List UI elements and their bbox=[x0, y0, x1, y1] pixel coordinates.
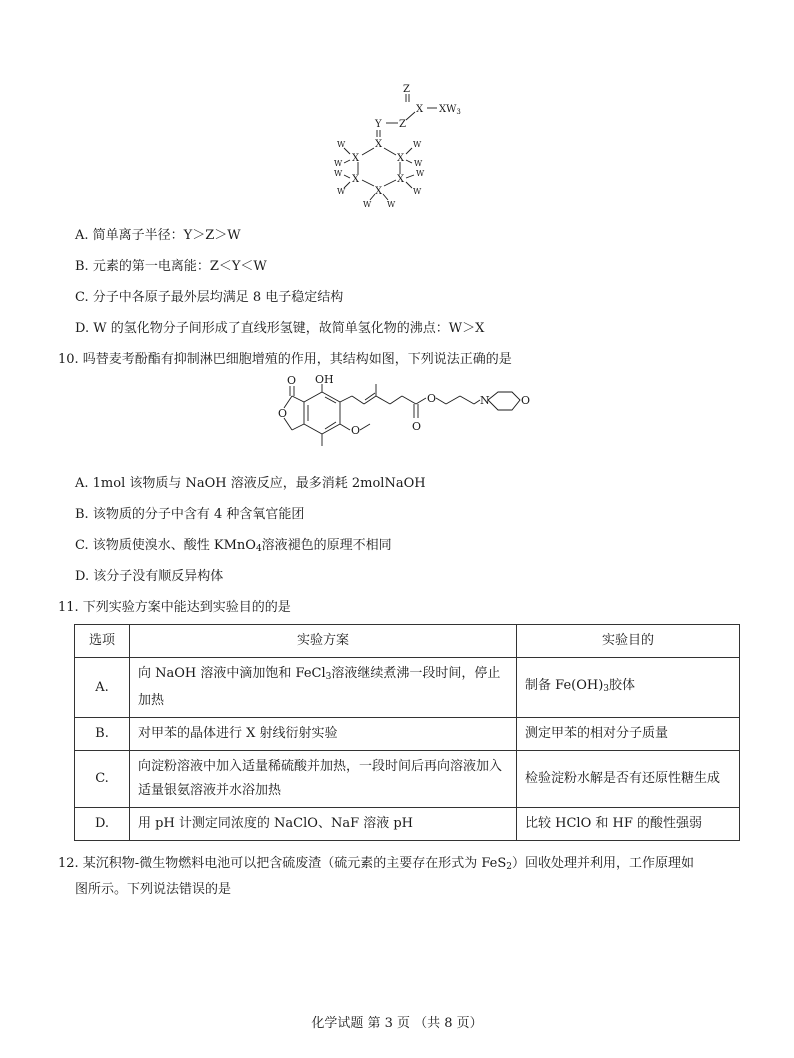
header-goal: 实验目的 bbox=[517, 625, 740, 658]
q9-ring-x: X bbox=[352, 153, 360, 164]
q9-ring-x: X bbox=[375, 186, 383, 197]
q10-label-o-ester: O bbox=[427, 392, 437, 405]
q9-w: W bbox=[334, 169, 343, 178]
q9-structure-diagram bbox=[320, 78, 480, 213]
row-goal: 测定甲苯的相对分子质量 bbox=[517, 718, 740, 751]
table-row bbox=[75, 718, 740, 751]
row-option: D. bbox=[75, 808, 130, 841]
q9-ring-x: X bbox=[375, 139, 383, 150]
q10-option-b: B. 该物质的分子中含有 4 种含氧官能团 bbox=[75, 507, 305, 522]
q9-w: W bbox=[387, 200, 396, 209]
q9-ring-x: X bbox=[397, 153, 405, 164]
q9-w: W bbox=[413, 187, 422, 196]
page-footer: 化学试题 第 3 页 （共 8 页） bbox=[311, 1016, 483, 1031]
q10-stem: 10. 吗替麦考酚酯有抑制淋巴细胞增殖的作用，其结构如图，下列说法正确的是 bbox=[58, 352, 512, 367]
row-goal: 制备 $Fe(OH)_3$胶体 bbox=[517, 658, 740, 718]
q9-label-y: Y bbox=[375, 119, 382, 130]
q10-label-o-ester-carbonyl: O bbox=[412, 420, 422, 433]
q9-label-z-mid: Z bbox=[399, 119, 406, 130]
row-goal: 比较 HClO 和 HF 的酸性强弱 bbox=[517, 808, 740, 841]
header-plan: 实验方案 bbox=[130, 625, 517, 658]
q10-label-o-morpholine: O bbox=[521, 394, 531, 407]
row-plan: 用 pH 计测定同浓度的 NaClO、NaF 溶液 pH bbox=[130, 808, 517, 841]
q10-option-d: D. 该分子没有顺反异构体 bbox=[75, 569, 224, 584]
q9-label-z-top: Z bbox=[403, 84, 410, 95]
q9-w: W bbox=[337, 140, 346, 149]
table-row bbox=[75, 658, 740, 718]
q12-stem-line1: 12. 某沉积物-微生物燃料电池可以把含硫废渣（硫元素的主要存在形式为 FeS$_2$）回收处理并利用，工作原理如 bbox=[58, 856, 694, 872]
row-goal: 检验淀粉水解是否有还原性糖生成 bbox=[517, 751, 740, 808]
q10-label-o-carbonyl: O bbox=[287, 374, 297, 387]
q9-label-xw3: $XW_3$ bbox=[439, 104, 461, 116]
q9-w: W bbox=[414, 159, 423, 168]
row-option: C. bbox=[75, 751, 130, 808]
q9-ring-x: X bbox=[352, 174, 360, 185]
q9-w: W bbox=[413, 140, 422, 149]
q9-label-x-top: X bbox=[416, 104, 424, 115]
q9-option-c: C. 分子中各原子最外层均满足 8 电子稳定结构 bbox=[75, 290, 344, 305]
row-plan: 向 NaOH 溶液中滴加饱和 FeCl$_3$溶液继续煮沸一段时间，停止加热 bbox=[130, 658, 517, 718]
table-row bbox=[75, 751, 740, 808]
q9-ring-x: X bbox=[397, 174, 405, 185]
row-plan: 对甲苯的晶体进行 X 射线衍射实验 bbox=[130, 718, 517, 751]
q9-w: W bbox=[337, 187, 346, 196]
q10-label-n: N bbox=[480, 394, 490, 407]
q11-stem: 11. 下列实验方案中能达到实验目的的是 bbox=[58, 600, 291, 615]
q10-structure-diagram bbox=[272, 372, 534, 472]
q9-option-a: A. 简单离子半径：Y＞Z＞W bbox=[75, 228, 241, 243]
q10-label-oh: OH bbox=[315, 373, 334, 386]
q9-w: W bbox=[334, 159, 343, 168]
q9-w: W bbox=[363, 200, 372, 209]
table-header-row bbox=[75, 625, 740, 658]
q10-option-a: A. 1mol 该物质与 NaOH 溶液反应，最多消耗 2molNaOH bbox=[75, 476, 426, 491]
q9-option-b: B. 元素的第一电离能：Z＜Y＜W bbox=[75, 259, 267, 274]
q10-label-o-ring: O bbox=[278, 407, 288, 420]
row-option: A. bbox=[75, 658, 130, 718]
row-plan: 向淀粉溶液中加入适量稀硫酸并加热，一段时间后再向溶液加入适量银氨溶液并水浴加热 bbox=[130, 751, 517, 808]
q10-label-o-methoxy: O bbox=[351, 424, 361, 437]
q9-w: W bbox=[416, 169, 425, 178]
header-option: 选项 bbox=[75, 625, 130, 658]
q11-table bbox=[74, 624, 740, 841]
q12-stem-line2: 图所示。下列说法错误的是 bbox=[75, 882, 232, 897]
q9-option-d: D. W 的氢化物分子间形成了直线形氢键，故简单氢化物的沸点：W＞X bbox=[75, 321, 485, 336]
q10-option-c: C. 该物质使溴水、酸性 KMnO$_4$溶液褪色的原理不相同 bbox=[75, 538, 392, 554]
row-option: B. bbox=[75, 718, 130, 751]
table-row bbox=[75, 808, 740, 841]
